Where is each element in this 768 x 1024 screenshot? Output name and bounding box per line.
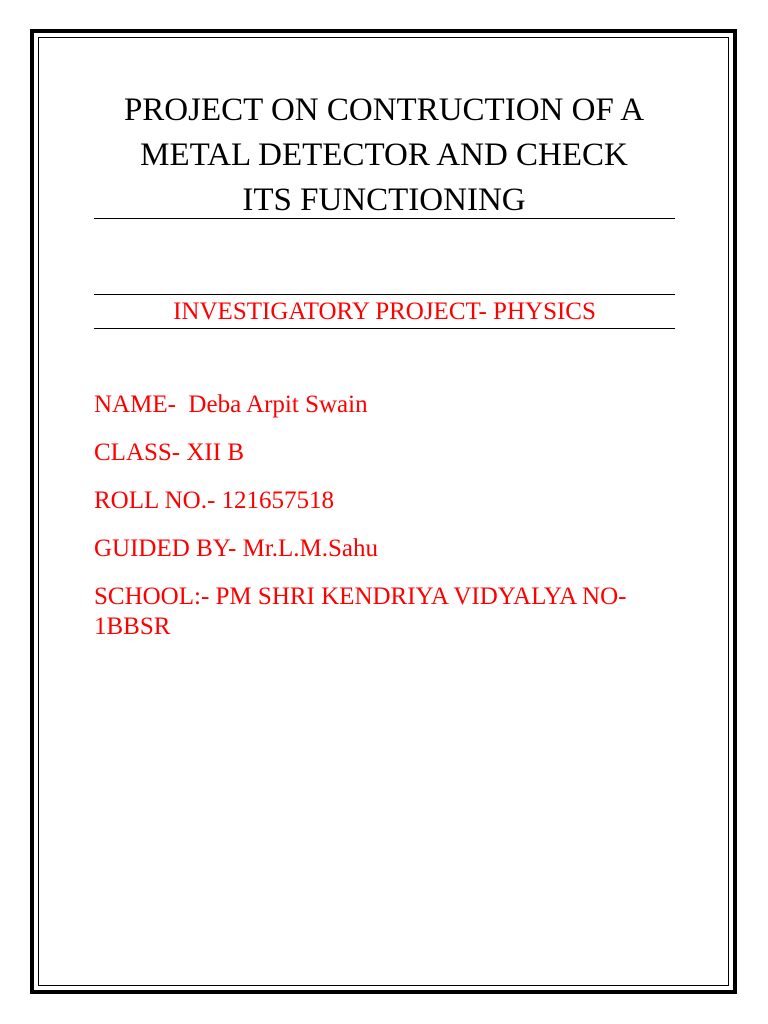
project-subtitle: INVESTIGATORY PROJECT- PHYSICS (173, 298, 596, 325)
title-line-3: ITS FUNCTIONING (242, 182, 526, 218)
title-underline (94, 218, 675, 219)
subtitle-rule-bottom (94, 328, 675, 329)
detail-school: SCHOOL:- PM SHRI KENDRIYA VIDYALYA NO-1BBSR (94, 583, 627, 640)
subtitle-rule-top (94, 294, 675, 295)
project-title (60, 88, 708, 223)
detail-name: NAME- Deba Arpit Swain (94, 391, 368, 418)
student-details (94, 390, 694, 660)
detail-class: CLASS- XII B (94, 439, 245, 466)
detail-roll-no: ROLL NO.- 121657518 (94, 487, 335, 514)
title-line-1: PROJECT ON CONTRUCTION OF A (123, 92, 645, 128)
detail-guided-by: GUIDED BY- Mr.L.M.Sahu (94, 535, 379, 562)
title-line-2: METAL DETECTOR AND CHECK (140, 137, 628, 173)
